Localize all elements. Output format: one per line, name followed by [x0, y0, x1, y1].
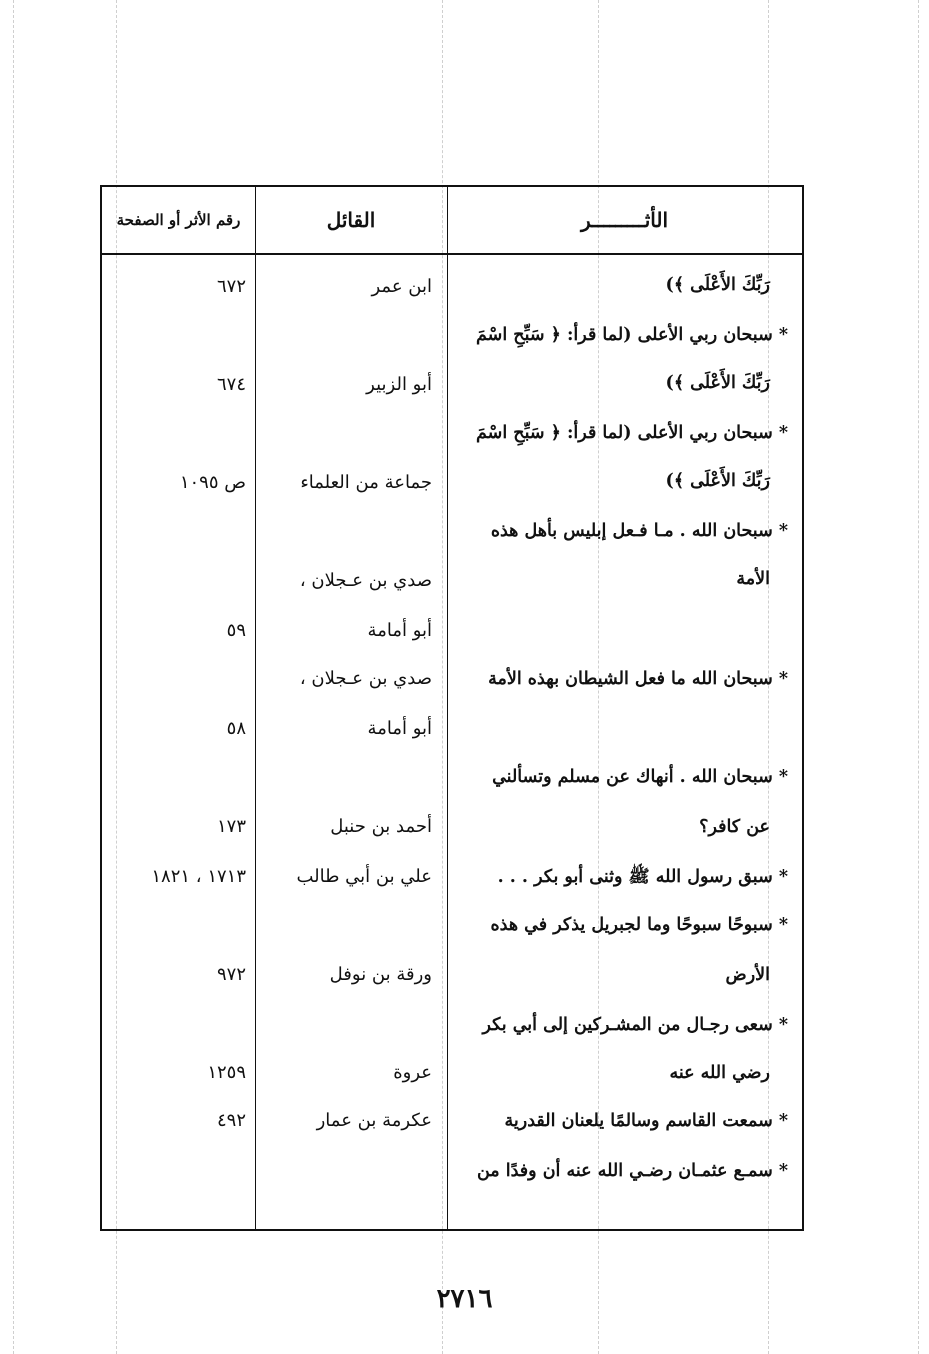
qail-line: علي بن أبي طالب: [296, 866, 432, 887]
qail-line: عكرمة بن عمار: [316, 1110, 432, 1131]
column-divider: [447, 187, 448, 1229]
athar-line: رَبِّكَ الأَعْلَى ﴾): [665, 275, 770, 295]
ref-number: ٦٧٤: [216, 374, 246, 395]
athar-line: * سبق رسول الله ﷺ وثنى أبو بكر . . .: [497, 867, 788, 887]
athar-line: رَبِّكَ الأَعْلَى ﴾): [665, 471, 770, 491]
ref-number: ٦٧٢: [216, 276, 246, 297]
athar-line: الأرض: [725, 965, 770, 985]
header-athar: الأثـــــــــر: [580, 208, 669, 232]
qail-line: أحمد بن حنبل: [330, 816, 432, 837]
ref-number: ٥٨: [226, 718, 246, 739]
ref-number: ١٧١٣ ، ١٨٢١: [151, 866, 246, 887]
scan-artifact-line: [13, 0, 14, 1354]
athar-line: * سبحان ربي الأعلى (لما قرأ: ﴿ سَبِّحِ اسْمَ: [476, 423, 788, 443]
athar-line: * سمعت القاسم وسالمًا يلعنان القدرية: [504, 1111, 788, 1131]
ref-number: ١٢٥٩: [207, 1062, 246, 1083]
qail-line: أبو أمامة: [367, 620, 432, 641]
athar-line: * سبحان الله . أنهاك عن مسلم وتسألني: [492, 767, 788, 787]
athar-line: رَبِّكَ الأَعْلَى ﴾): [665, 373, 770, 393]
ref-number: ٩٧٢: [216, 964, 246, 985]
header-qail: القائل: [326, 208, 376, 232]
scan-artifact-line: [918, 0, 919, 1354]
qail-line: أبو الزبير: [366, 374, 432, 395]
qail-line: صدي بن عـجلان ،: [299, 570, 432, 591]
athar-line: * سعى رجـال من المشـركين إلى أبي بكر: [482, 1015, 788, 1035]
qail-line: ابن عمر: [371, 276, 432, 297]
qail-line: عروة: [393, 1062, 432, 1083]
qail-line: ورقة بن نوفل: [329, 964, 432, 985]
ref-number: ١٧٣: [216, 816, 246, 837]
header-ref: رقم الأثر أو الصفحة: [116, 211, 241, 229]
ref-number: ٤٩٢: [216, 1110, 246, 1131]
qail-line: صدي بن عـجلان ،: [299, 668, 432, 689]
athar-line: عن كافر؟: [699, 817, 770, 837]
page-number: ٢٧١٦: [436, 1284, 493, 1314]
athar-line: الأمة: [736, 569, 770, 589]
qail-line: جماعة من العلماء: [300, 472, 432, 493]
athar-line: * سبوحًا سبوحًا وما لجبريل يذكر في هذه: [490, 915, 788, 935]
athar-line: * سبحان الله ما فعل الشيطان بهذه الأمة: [488, 669, 788, 689]
header-divider: [102, 253, 802, 255]
ref-number: ٥٩: [226, 620, 246, 641]
qail-line: أبو أمامة: [367, 718, 432, 739]
athar-line: * سبحان الله . مـا فـعل إبليس بأهل هذه: [490, 521, 788, 541]
column-divider: [255, 187, 256, 1229]
index-table: [100, 185, 804, 1231]
athar-line: * سمـع عثمـان رضـي الله عنه أن وفدًا من: [476, 1161, 788, 1181]
athar-line: رضي الله عنه: [669, 1063, 770, 1083]
ref-number: ص ١٠٩٥: [179, 472, 246, 493]
athar-line: * سبحان ربي الأعلى (لما قرأ: ﴿ سَبِّحِ اسْمَ: [476, 325, 788, 345]
